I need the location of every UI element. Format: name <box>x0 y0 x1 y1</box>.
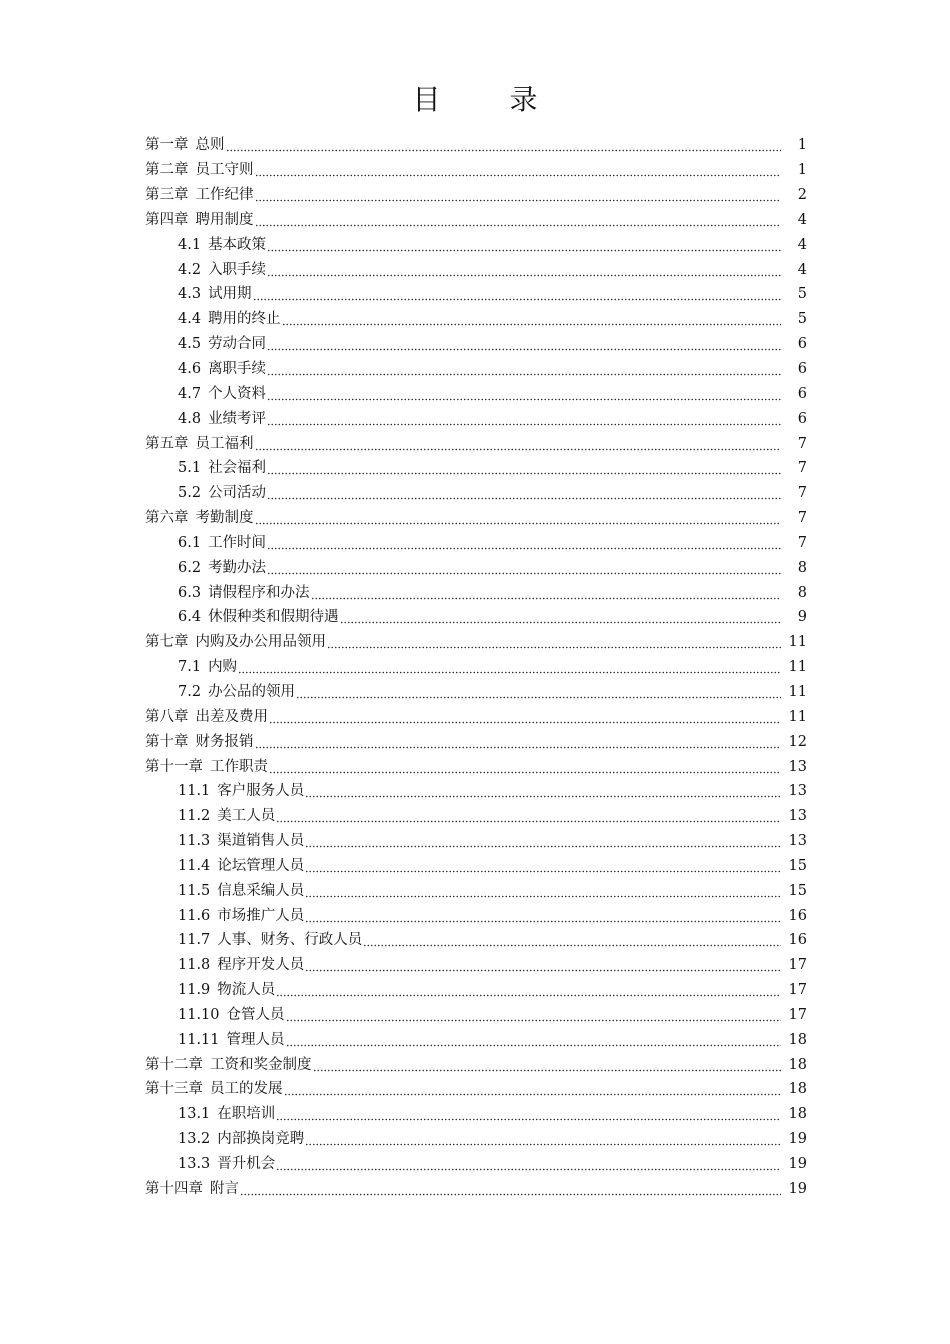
toc-entry-title: 考勤办法 <box>208 559 267 576</box>
toc-entry-title: 办公品的领用 <box>208 683 296 700</box>
toc-page-number: 18 <box>788 1031 807 1048</box>
dot-leader <box>267 488 781 500</box>
dot-leader <box>305 861 781 873</box>
toc-entry-title: 员工守则 <box>195 162 254 179</box>
toc-entry-title: 离职手续 <box>208 361 267 378</box>
toc-entry-title: 劳动合同 <box>208 336 267 353</box>
dot-leader <box>327 637 781 649</box>
toc-page-number: 12 <box>788 733 807 750</box>
toc-entry-number: 11.4 <box>178 857 211 874</box>
toc-section-entry[interactable] <box>145 381 807 406</box>
toc-entry-label <box>178 236 266 254</box>
dot-leader <box>269 762 781 774</box>
toc-entry-title: 工作职责 <box>210 758 268 775</box>
toc-section-entry[interactable] <box>145 555 807 580</box>
toc-entry-title: 社会福利 <box>208 460 267 477</box>
toc-entry-title: 聘用制度 <box>195 211 254 228</box>
toc-entry-number: 7.1 <box>178 659 202 676</box>
toc-section-entry[interactable] <box>145 357 807 382</box>
toc-entry-title: 附言 <box>210 1180 239 1197</box>
toc-page-number: 7 <box>797 510 807 527</box>
toc-section-entry[interactable] <box>145 978 807 1003</box>
toc-section-entry[interactable] <box>145 531 807 556</box>
toc-chapter-entry[interactable] <box>145 183 807 208</box>
toc-entry-label <box>178 608 339 626</box>
toc-entry-title: 基本政策 <box>208 236 267 253</box>
dot-leader <box>267 240 781 252</box>
dot-leader <box>267 414 781 426</box>
toc-entry-label <box>178 310 281 328</box>
toc-entry-title: 渠道销售人员 <box>217 833 305 850</box>
toc-entry-number: 第十四章 <box>145 1180 203 1197</box>
toc-page-number: 15 <box>788 857 807 874</box>
toc-entry-number: 5.1 <box>178 460 202 477</box>
toc-chapter-entry[interactable] <box>145 506 807 531</box>
toc-page-number: 19 <box>788 1156 807 1173</box>
dot-leader <box>267 563 781 575</box>
toc-page-number: 7 <box>797 460 807 477</box>
toc-section-entry[interactable] <box>145 779 807 804</box>
dot-leader <box>255 165 782 177</box>
toc-page-number: 8 <box>797 584 807 601</box>
toc-entry-number: 11.5 <box>178 882 211 899</box>
toc-chapter-entry[interactable] <box>145 133 807 158</box>
toc-page-number: 6 <box>797 336 807 353</box>
toc-entry-label <box>178 285 252 303</box>
toc-chapter-entry[interactable] <box>145 431 807 456</box>
toc-page-number: 13 <box>788 783 807 800</box>
toc-entry-number: 第二章 <box>145 162 189 179</box>
toc-entry-label <box>178 410 266 428</box>
toc-section-entry[interactable] <box>145 257 807 282</box>
toc-entry-label <box>145 161 254 179</box>
toc-entry-label <box>178 261 266 279</box>
toc-chapter-entry[interactable] <box>145 1176 807 1201</box>
toc-entry-number: 11.3 <box>178 833 211 850</box>
toc-page-number: 7 <box>797 485 807 502</box>
toc-entry-title: 工作纪律 <box>195 187 254 204</box>
toc-entry-label <box>178 981 275 999</box>
toc-entry-label <box>145 1180 239 1198</box>
dot-leader <box>240 1184 781 1196</box>
toc-entry-label <box>145 136 225 154</box>
toc-entry-title: 内购及办公用品领用 <box>195 634 326 651</box>
toc-entry-label <box>178 907 304 925</box>
dot-leader <box>267 339 781 351</box>
toc-section-entry[interactable] <box>145 655 807 680</box>
toc-entry-title: 公司活动 <box>208 485 267 502</box>
toc-entry-title: 入职手续 <box>208 261 267 278</box>
toc-chapter-entry[interactable] <box>145 704 807 729</box>
toc-entry-title: 出差及费用 <box>195 708 268 725</box>
toc-entry-title: 业绩考评 <box>208 410 267 427</box>
dot-leader <box>253 289 781 301</box>
toc-entry-title: 请假程序和办法 <box>208 584 310 601</box>
toc-page-number: 9 <box>797 609 807 626</box>
dot-leader <box>305 1134 781 1146</box>
toc-entry-title: 员工福利 <box>195 435 254 452</box>
toc-section-entry[interactable] <box>145 307 807 332</box>
toc-section-entry[interactable] <box>145 1102 807 1127</box>
toc-entry-title: 休假种类和假期待遇 <box>208 609 339 626</box>
toc-entry-title: 仓管人员 <box>226 1006 285 1023</box>
toc-page-number: 18 <box>788 1081 807 1098</box>
toc-entry-number: 第一章 <box>145 137 189 154</box>
toc-section-entry[interactable] <box>145 406 807 431</box>
toc-entry-title: 市场推广人员 <box>217 907 305 924</box>
toc-entry-number: 第十三章 <box>145 1081 203 1098</box>
toc-entry-label <box>145 708 268 726</box>
toc-entry-label <box>178 459 266 477</box>
toc-entry-number: 第八章 <box>145 708 189 725</box>
toc-entry-number: 4.7 <box>178 385 202 402</box>
dot-leader <box>255 737 782 749</box>
dot-leader <box>305 960 781 972</box>
toc-entry-number: 第十章 <box>145 733 189 750</box>
toc-page-number: 13 <box>788 758 807 775</box>
toc-entry-title: 内购 <box>208 659 238 676</box>
dot-leader <box>286 1010 781 1022</box>
toc-entry-title: 工资和奖金制度 <box>210 1056 312 1073</box>
toc-entry-label <box>178 1006 285 1024</box>
toc-page-number: 7 <box>797 534 807 551</box>
toc-entry-number: 第十一章 <box>145 758 203 775</box>
toc-entry-number: 11.10 <box>178 1006 220 1023</box>
toc-entry-number: 5.2 <box>178 485 202 502</box>
dot-leader <box>282 314 781 326</box>
toc-entry-label <box>178 335 266 353</box>
toc-entry-label <box>178 683 295 701</box>
toc-entry-number: 7.2 <box>178 683 202 700</box>
toc-page-number: 5 <box>797 311 807 328</box>
toc-chapter-entry[interactable] <box>145 630 807 655</box>
toc-section-entry[interactable] <box>145 282 807 307</box>
toc-section-entry[interactable] <box>145 332 807 357</box>
toc-entry-label <box>145 1080 283 1098</box>
toc-entry-number: 第六章 <box>145 510 189 527</box>
toc-page-number: 17 <box>788 1006 807 1023</box>
toc-entry-number: 4.4 <box>178 311 202 328</box>
toc-entry-label <box>145 509 254 527</box>
dot-leader <box>284 1084 782 1096</box>
toc-entry-number: 11.11 <box>178 1031 220 1048</box>
toc-entry-number: 6.1 <box>178 534 202 551</box>
toc-page-number: 17 <box>788 982 807 999</box>
toc-entry-number: 11.8 <box>178 957 211 974</box>
toc-entry-title: 个人资料 <box>208 385 267 402</box>
toc-entry-title: 客户服务人员 <box>217 783 305 800</box>
toc-section-entry[interactable] <box>145 580 807 605</box>
toc-entry-number: 第五章 <box>145 435 189 452</box>
dot-leader <box>238 662 781 674</box>
toc-page-number: 7 <box>797 435 807 452</box>
dot-leader <box>267 265 781 277</box>
toc-entry-title: 物流人员 <box>217 982 276 999</box>
toc-entry-title: 财务报销 <box>195 733 254 750</box>
toc-section-entry[interactable] <box>145 878 807 903</box>
dot-leader <box>276 811 781 823</box>
toc-entry-label <box>178 584 310 602</box>
toc-page-number: 15 <box>788 882 807 899</box>
toc-entry-title: 晋升机会 <box>217 1156 276 1173</box>
toc-entry-label <box>178 857 304 875</box>
toc-entry-number: 6.3 <box>178 584 202 601</box>
toc-title: 目 录 <box>412 83 568 116</box>
toc-entry-label <box>178 385 266 403</box>
dot-leader <box>267 364 781 376</box>
toc-entry-number: 4.5 <box>178 336 202 353</box>
toc-entry-number: 4.2 <box>178 261 202 278</box>
toc-entry-title: 管理人员 <box>226 1031 285 1048</box>
dot-leader <box>276 1109 781 1121</box>
toc-entry-number: 4.1 <box>178 236 202 253</box>
dot-leader <box>255 190 782 202</box>
dot-leader <box>296 687 781 699</box>
toc-section-entry[interactable] <box>145 680 807 705</box>
toc-page-number: 11 <box>788 708 807 725</box>
toc-entry-title: 总则 <box>195 137 225 154</box>
dot-leader <box>311 588 781 600</box>
toc-entry-title: 程序开发人员 <box>217 957 305 974</box>
toc-page-number: 6 <box>797 385 807 402</box>
dot-leader <box>286 1035 781 1047</box>
toc-entry-title: 聘用的终止 <box>208 311 281 328</box>
toc-entry-number: 第七章 <box>145 634 189 651</box>
toc-page-number: 1 <box>797 137 807 154</box>
toc-page-number: 13 <box>788 808 807 825</box>
toc-section-entry[interactable] <box>145 953 807 978</box>
toc-entry-number: 6.4 <box>178 609 202 626</box>
toc-entry-label <box>178 832 304 850</box>
toc-page-number: 16 <box>788 907 807 924</box>
toc-entry-label <box>178 534 266 552</box>
dot-leader <box>363 935 781 947</box>
toc-entry-number: 6.2 <box>178 559 202 576</box>
toc-entry-number: 11.6 <box>178 907 211 924</box>
toc-section-entry[interactable] <box>145 1027 807 1052</box>
toc-page-number: 4 <box>797 211 807 228</box>
toc-chapter-entry[interactable] <box>145 1052 807 1077</box>
toc-page-number: 17 <box>788 957 807 974</box>
toc-entry-title: 考勤制度 <box>195 510 254 527</box>
toc-page-number: 5 <box>797 286 807 303</box>
toc-chapter-entry[interactable] <box>145 729 807 754</box>
toc-entry-number: 11.9 <box>178 982 211 999</box>
toc-entry-number: 11.7 <box>178 932 211 949</box>
toc-page-number: 2 <box>797 187 807 204</box>
toc-page-number: 4 <box>797 261 807 278</box>
toc-entry-label <box>178 658 237 676</box>
toc-page-number: 6 <box>797 410 807 427</box>
toc-section-entry[interactable] <box>145 1127 807 1152</box>
toc-entry-number: 13.2 <box>178 1131 211 1148</box>
toc-entry-title: 试用期 <box>208 286 252 303</box>
toc-page-number: 18 <box>788 1106 807 1123</box>
dot-leader <box>305 786 781 798</box>
toc-entry-label <box>178 782 304 800</box>
toc-chapter-entry[interactable] <box>145 208 807 233</box>
toc-page-number: 8 <box>797 559 807 576</box>
toc-page-number: 19 <box>788 1180 807 1197</box>
toc-entry-label <box>178 1031 285 1049</box>
toc-section-entry[interactable] <box>145 804 807 829</box>
toc-section-entry[interactable] <box>145 1003 807 1028</box>
toc-section-entry[interactable] <box>145 605 807 630</box>
toc-page-number: 11 <box>788 634 807 651</box>
toc-entry-number: 13.3 <box>178 1156 211 1173</box>
dot-leader <box>255 215 782 227</box>
toc-entry-title: 论坛管理人员 <box>217 857 305 874</box>
toc-section-entry[interactable] <box>145 232 807 257</box>
toc-entry-number: 第十二章 <box>145 1056 203 1073</box>
toc-entry-label <box>145 633 326 651</box>
dot-leader <box>305 886 781 898</box>
dot-leader <box>267 463 781 475</box>
dot-leader <box>267 538 781 550</box>
toc-entry-number: 11.1 <box>178 783 211 800</box>
toc-entry-label <box>178 1105 275 1123</box>
toc-entry-title: 在职培训 <box>217 1106 276 1123</box>
toc-entry-label <box>145 435 254 453</box>
toc-entry-label <box>178 931 362 949</box>
toc-entry-label <box>145 186 254 204</box>
toc-entry-label <box>178 1155 275 1173</box>
toc-entry-title: 员工的发展 <box>210 1081 283 1098</box>
toc-entry-label <box>145 733 254 751</box>
toc-section-entry[interactable] <box>145 1152 807 1177</box>
toc-entry-label <box>145 1056 312 1074</box>
toc-chapter-entry[interactable] <box>145 754 807 779</box>
toc-entry-label <box>178 484 266 502</box>
toc-page-number: 18 <box>788 1056 807 1073</box>
toc-page-number: 13 <box>788 833 807 850</box>
dot-leader <box>305 911 781 923</box>
toc-page-number: 4 <box>797 236 807 253</box>
dot-leader <box>276 985 781 997</box>
dot-leader <box>276 1159 781 1171</box>
dot-leader <box>267 389 781 401</box>
toc-entry-title: 工作时间 <box>208 534 267 551</box>
toc-page-number: 11 <box>788 659 807 676</box>
toc-chapter-entry[interactable] <box>145 158 807 183</box>
toc-page-number: 16 <box>788 932 807 949</box>
dot-leader <box>255 439 782 451</box>
toc-entry-number: 4.6 <box>178 361 202 378</box>
toc-entry-number: 13.1 <box>178 1106 211 1123</box>
toc-section-entry[interactable] <box>145 853 807 878</box>
toc-page-number: 6 <box>797 361 807 378</box>
toc-section-entry[interactable] <box>145 481 807 506</box>
toc-entry-label <box>178 882 304 900</box>
toc-entry-label <box>178 1130 304 1148</box>
toc-chapter-entry[interactable] <box>145 1077 807 1102</box>
dot-leader <box>340 612 781 624</box>
dot-leader <box>269 712 781 724</box>
toc-page-number: 1 <box>797 162 807 179</box>
dot-leader <box>313 1060 782 1072</box>
toc-section-entry[interactable] <box>145 456 807 481</box>
toc-entry-label <box>178 956 304 974</box>
toc-entry-title: 内部换岗竞聘 <box>217 1131 305 1148</box>
toc-entry-label <box>178 559 266 577</box>
toc-entry-title: 信息采编人员 <box>217 882 305 899</box>
toc-entry-label <box>145 758 268 776</box>
toc-entry-title: 人事、财务、行政人员 <box>217 932 363 949</box>
toc-entry-number: 4.3 <box>178 286 202 303</box>
dot-leader <box>226 140 782 152</box>
toc-entry-label <box>178 360 266 378</box>
toc-entry-number: 第三章 <box>145 187 189 204</box>
toc-list <box>145 133 807 1201</box>
toc-page-number: 19 <box>788 1131 807 1148</box>
toc-page-number: 11 <box>788 683 807 700</box>
toc-section-entry[interactable] <box>145 903 807 928</box>
toc-entry-title: 美工人员 <box>217 808 276 825</box>
dot-leader <box>255 513 782 525</box>
toc-section-entry[interactable] <box>145 928 807 953</box>
toc-entry-number: 11.2 <box>178 808 211 825</box>
toc-entry-number: 第四章 <box>145 211 189 228</box>
toc-entry-number: 4.8 <box>178 410 202 427</box>
toc-entry-label <box>178 807 275 825</box>
toc-section-entry[interactable] <box>145 829 807 854</box>
toc-entry-label <box>145 211 254 229</box>
dot-leader <box>305 836 781 848</box>
